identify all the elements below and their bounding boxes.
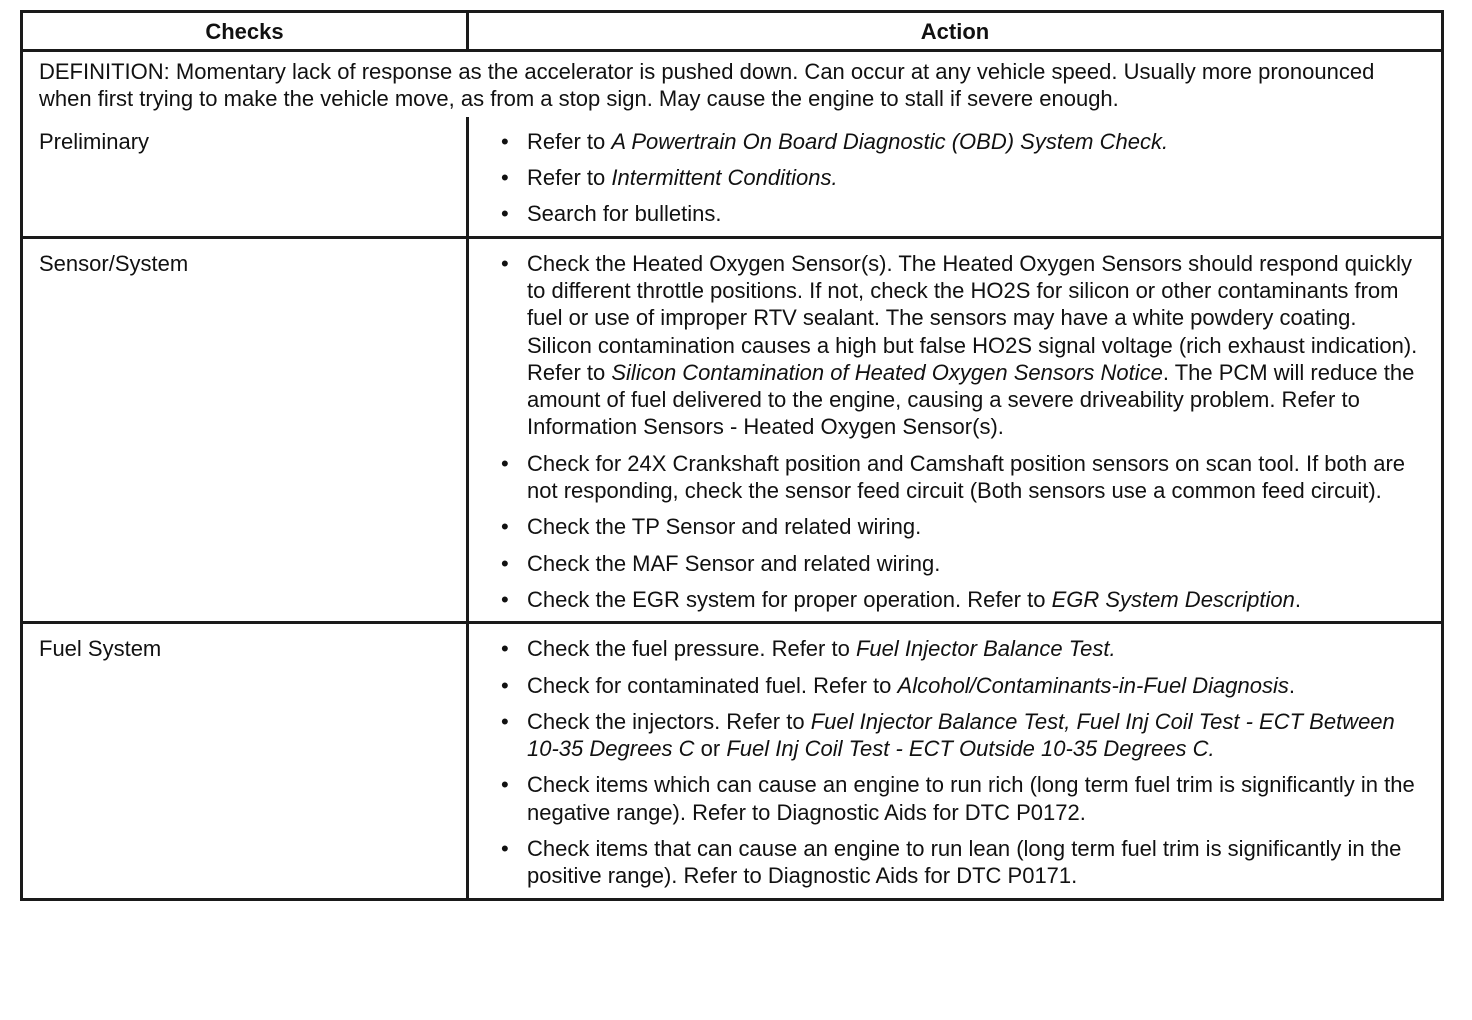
action-text: Refer to — [527, 165, 612, 191]
bullet-icon: • — [501, 708, 509, 734]
list-item — [501, 250, 1427, 441]
check-label: Preliminary — [23, 117, 469, 236]
action-cell — [469, 117, 1441, 236]
bullet-icon: • — [501, 128, 509, 154]
action-text: Check the Heated Oxygen Sensor(s). The Heated Oxygen Sensors should respond quickly to different throttle positions. If not, check the HO2S for silicon or other contaminants from fuel or use of improper RTV sealant. The sensors may have a white powdery coating. Silicon contamination causes a high but false HO2S signal voltage (rich exhaust indication). Refer to — [527, 250, 1418, 385]
reference-text: Silicon Contamination of Heated Oxygen Sensors Notice — [611, 359, 1163, 385]
action-list — [501, 635, 1427, 889]
list-item — [501, 835, 1427, 890]
action-text: Check the MAF Sensor and related wiring. — [527, 550, 941, 576]
action-text: Check the TP Sensor and related wiring. — [527, 514, 922, 540]
action-text: Search for bulletins. — [527, 201, 722, 227]
definition-text: DEFINITION: Momentary lack of response as the accelerator is pushed down. Can occur at any vehicle speed. Usually more pronounced when first trying to make the vehicle move, as from a stop sign. May cause the engine to stall if severe enough. — [39, 59, 1375, 112]
bullet-icon: • — [501, 836, 509, 862]
bullet-icon: • — [501, 636, 509, 662]
table-row — [23, 236, 1441, 622]
bullet-icon: • — [501, 201, 509, 227]
list-item — [501, 550, 1427, 577]
reference-text: Alcohol/Contaminants-in-Fuel Diagnosis — [897, 672, 1289, 698]
action-text: Check the fuel pressure. Refer to — [527, 636, 856, 662]
list-item — [501, 672, 1427, 699]
action-list — [501, 128, 1427, 228]
action-text: Check items that can cause an engine to run lean (long term fuel trim is significantly in the positive range). Refer to Diagnostic Aids for DTC P0171. — [527, 836, 1402, 889]
reference-text: Fuel Inj Coil Test - ECT Outside 10-35 Degrees C. — [726, 736, 1215, 762]
list-item — [501, 450, 1427, 505]
bullet-icon: • — [501, 514, 509, 540]
bullet-icon: • — [501, 250, 509, 276]
check-label: Sensor/System — [23, 239, 469, 622]
bullet-icon: • — [501, 550, 509, 576]
action-text: . — [1288, 672, 1295, 698]
bullet-icon: • — [501, 586, 509, 612]
action-text: Check for 24X Crankshaft position and Camshaft position sensors on scan tool. If both are not responding, check the sensor feed circuit (Both sensors use a common feed circuit). — [527, 450, 1406, 504]
action-text: Check items which can cause an engine to run rich (long term fuel trim is significantly in the negative range). Refer to Diagnostic Aids for DTC P0172. — [527, 772, 1415, 825]
reference-text: Fuel Injector Balance Test, Fuel Inj Coil Test - ECT Between 10-35 Degrees C — [527, 708, 1395, 762]
bullet-icon: • — [501, 672, 509, 698]
reference-text: EGR System Description — [1051, 586, 1295, 612]
action-text: Refer to — [527, 128, 612, 154]
list-item — [501, 128, 1427, 155]
action-text: Check for contaminated fuel. Refer to — [527, 672, 898, 698]
table-header-row — [23, 13, 1441, 49]
bullet-icon: • — [501, 165, 509, 191]
action-list — [501, 250, 1427, 614]
list-item — [501, 200, 1427, 227]
reference-text: Fuel Injector Balance Test. — [855, 636, 1116, 662]
list-item — [501, 635, 1427, 662]
header-action: Action — [920, 19, 990, 44]
reference-text: Intermittent Conditions. — [611, 165, 838, 191]
action-text: . — [1294, 586, 1301, 612]
list-item — [501, 771, 1427, 826]
list-item — [501, 513, 1427, 540]
reference-text: A Powertrain On Board Diagnostic (OBD) System Check. — [611, 128, 1169, 154]
action-text: Check the EGR system for proper operation. Refer to — [527, 586, 1052, 612]
table-row — [23, 621, 1441, 897]
action-cell — [469, 624, 1441, 897]
bullet-icon: • — [501, 450, 509, 476]
table-row — [23, 117, 1441, 236]
definition-row — [23, 49, 1441, 117]
action-cell — [469, 239, 1441, 622]
action-text: Check the injectors. Refer to — [527, 708, 811, 734]
diagnostic-table — [20, 10, 1444, 901]
action-text: or — [694, 736, 727, 762]
list-item — [501, 164, 1427, 191]
list-item — [501, 708, 1427, 763]
check-label: Fuel System — [23, 624, 469, 897]
action-text: . The PCM will reduce the amount of fuel delivered to the engine, causing a severe driveability problem. Refer to Information Sensors - Heated Oxygen Sensor(s). — [527, 359, 1415, 440]
list-item — [501, 586, 1427, 613]
bullet-icon: • — [501, 772, 509, 798]
header-checks: Checks — [23, 13, 469, 49]
